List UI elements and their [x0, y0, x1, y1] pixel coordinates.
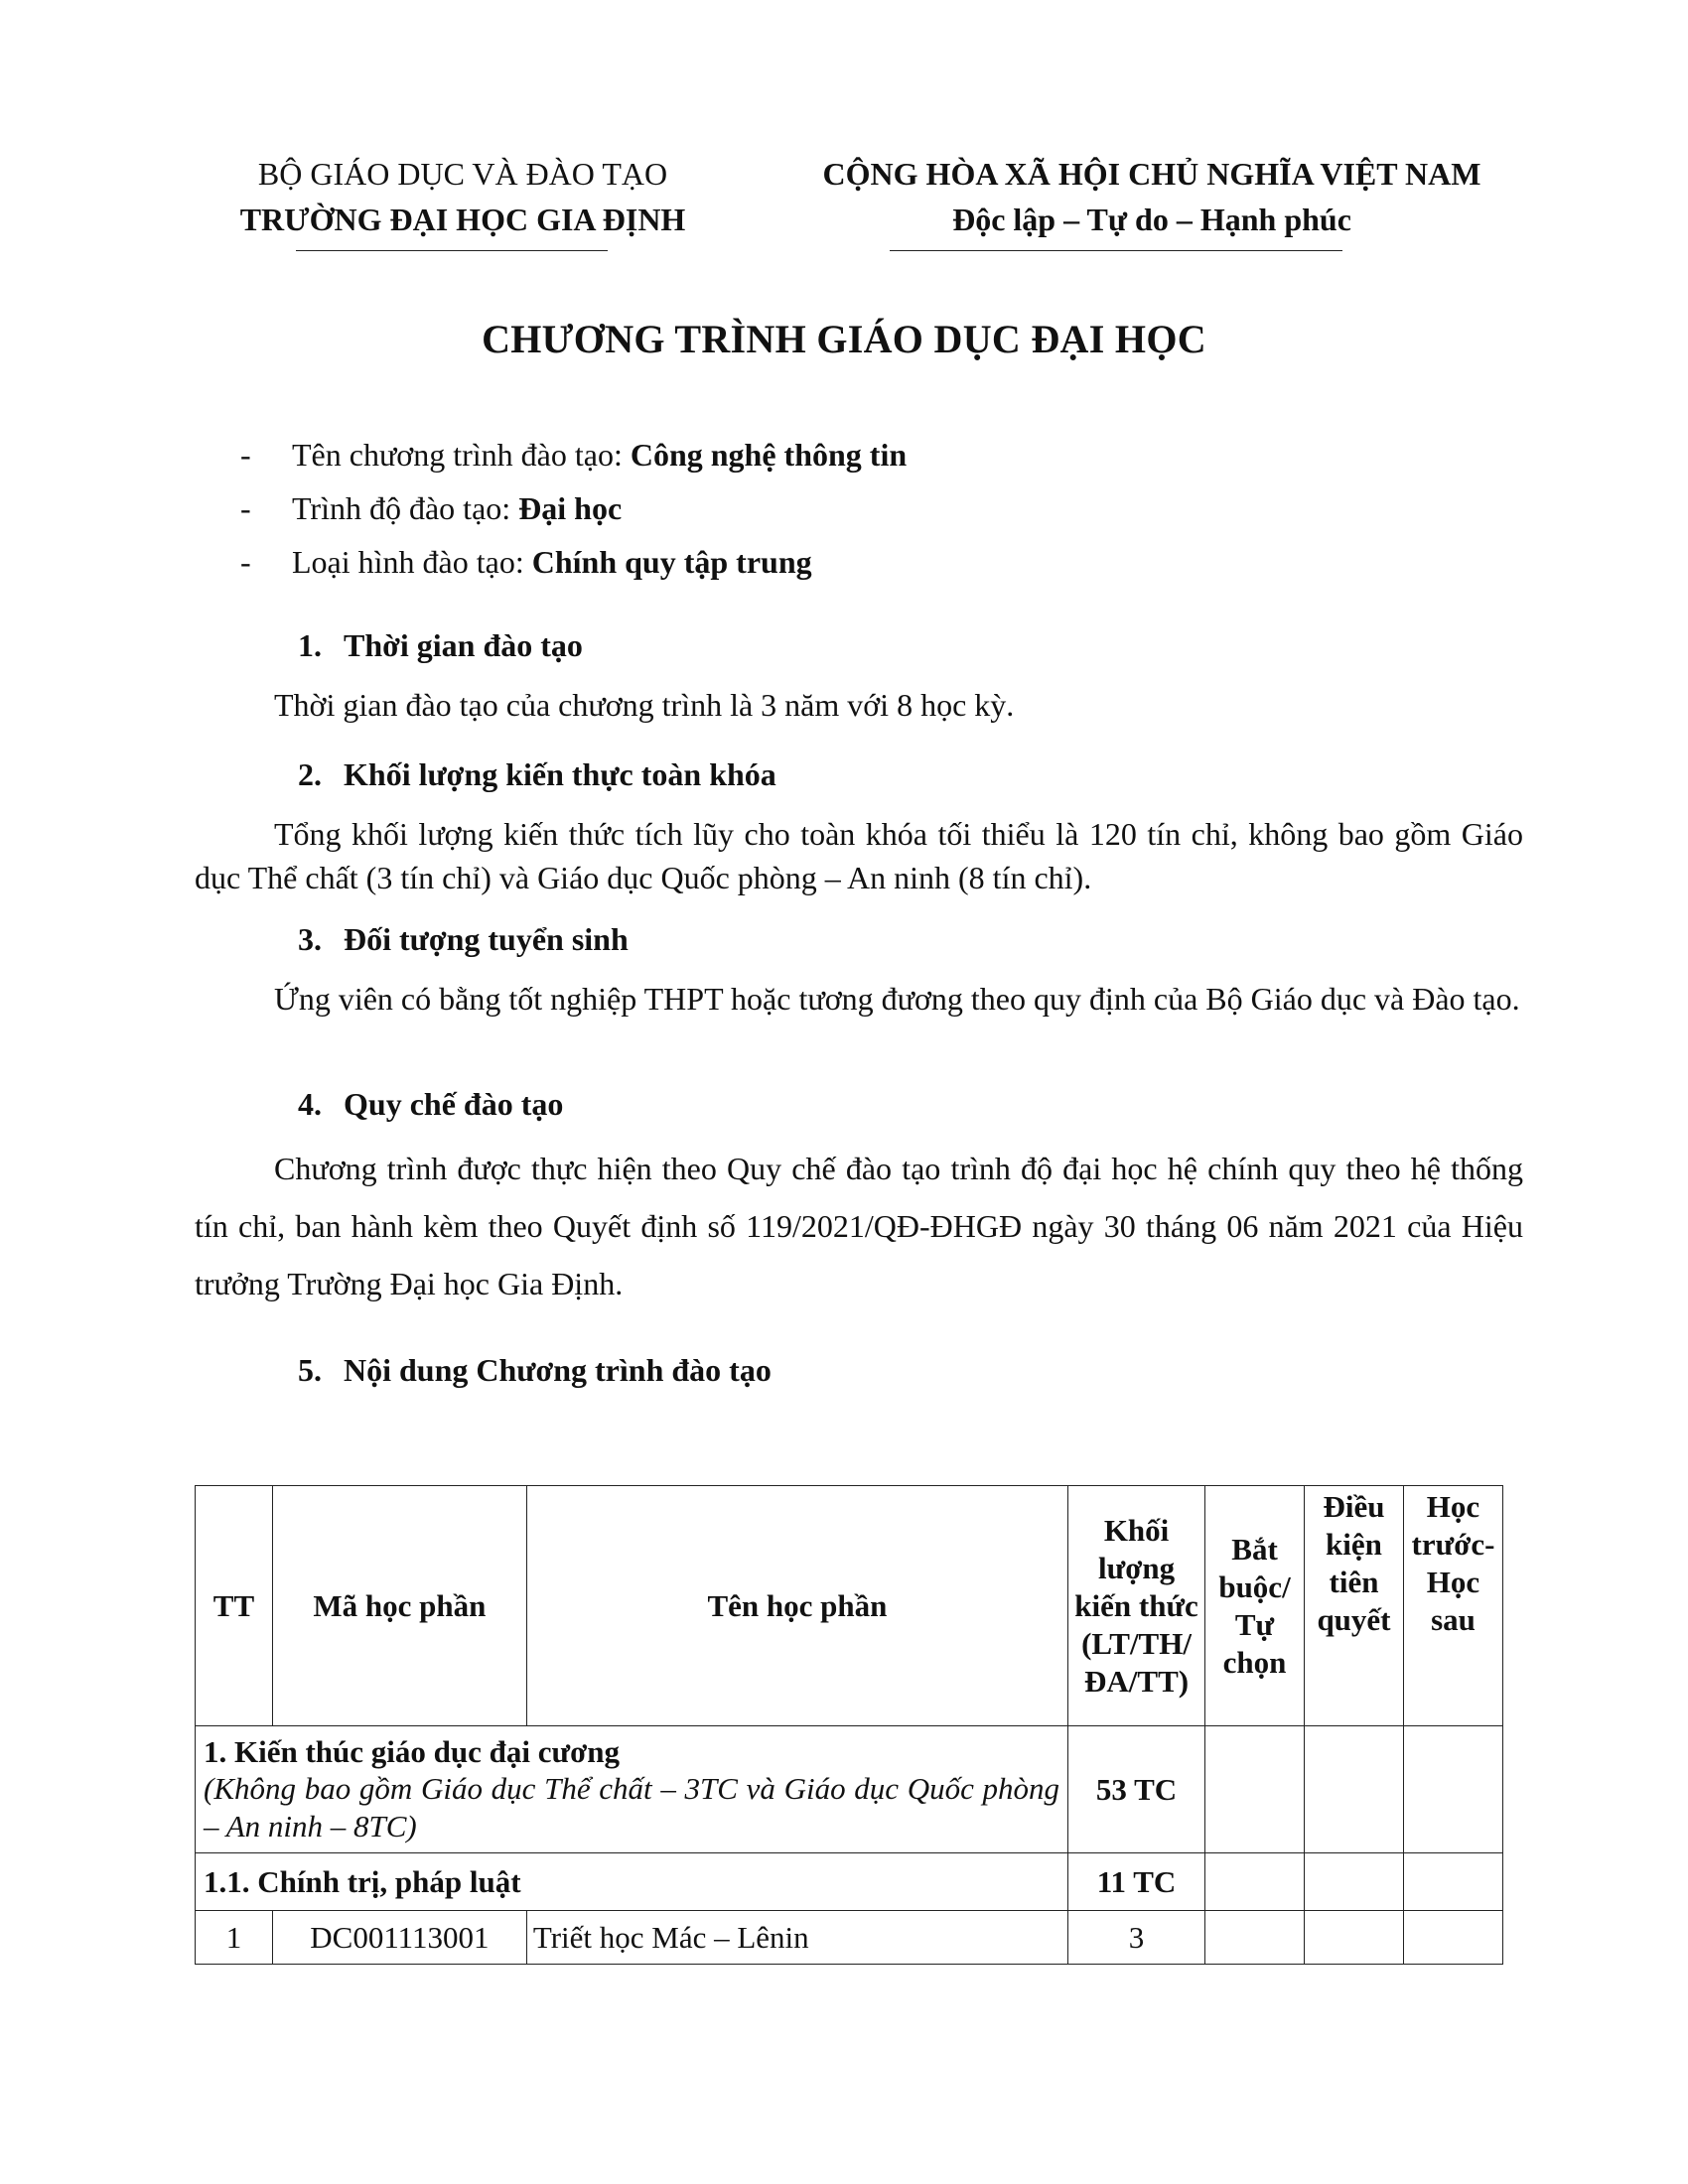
subcategory-row — [196, 1853, 1503, 1911]
info-label: Loại hình đào tạo: — [292, 544, 532, 580]
header-mandatory: Bắt buộc/ Tự chọn — [1205, 1486, 1305, 1726]
table-header-row — [196, 1486, 1503, 1726]
section-number: 2. — [298, 756, 322, 792]
section-title: Thời gian đào tạo — [344, 627, 583, 663]
header-prereq: Điều kiện tiên quyết — [1305, 1486, 1404, 1726]
row-prereq — [1305, 1911, 1404, 1965]
header-code: Mã học phần — [272, 1486, 526, 1726]
subcategory-credits: 11 TC — [1068, 1853, 1205, 1911]
header-order: Học trước- Học sau — [1403, 1486, 1502, 1726]
row-order — [1403, 1911, 1502, 1965]
info-dash: - — [240, 437, 251, 473]
university-name: TRƯỜNG ĐẠI HỌC GIA ĐỊNH — [239, 202, 686, 237]
category-row — [196, 1726, 1503, 1853]
row-code: DC001113001 — [272, 1911, 526, 1965]
info-item-level — [240, 488, 622, 528]
subcategory-title: 1.1. Chính trị, pháp luật — [196, 1853, 1068, 1911]
section-number: 1. — [298, 627, 322, 663]
curriculum-table — [195, 1485, 1503, 1965]
ministry-name: BỘ GIÁO DỤC VÀ ĐÀO TẠO — [257, 156, 668, 192]
row-mandatory — [1205, 1911, 1305, 1965]
header-name: Tên học phần — [526, 1486, 1067, 1726]
info-dash: - — [240, 544, 251, 580]
info-value: Đại học — [518, 490, 623, 526]
table-row — [196, 1911, 1503, 1965]
section-text-volume: Tổng khối lượng kiến thức tích lũy cho toàn khóa tối thiểu là 120 tín chỉ, không bao gồm Giáo dục Thể chất (3 tín chỉ) và Giáo dục Quốc phòng – An ninh (8 tín chỉ). — [195, 816, 1523, 895]
section-text-regulation: Chương trình được thực hiện theo Quy chế đào tạo trình độ đại học hệ chính quy theo hệ thống tín chỉ, ban hành kèm theo Quyết định số 119/2021/QĐ-ĐHGĐ ngày 30 tháng 06 năm 2021 của Hiệu trưởng Trường Đại học Gia Định. — [195, 1151, 1523, 1301]
section-title: Đối tượng tuyển sinh — [344, 921, 629, 957]
empty-cell — [1305, 1726, 1404, 1853]
empty-cell — [1305, 1853, 1404, 1911]
national-motto: Độc lập – Tự do – Hạnh phúc — [952, 202, 1351, 237]
header-load: Khối lượng kiến thức (LT/TH/ ĐA/TT) — [1068, 1486, 1205, 1726]
section-number: 4. — [298, 1086, 322, 1122]
document-title: CHƯƠNG TRÌNH GIÁO DỤC ĐẠI HỌC — [482, 317, 1206, 361]
category-credits: 53 TC — [1068, 1726, 1205, 1853]
empty-cell — [1205, 1726, 1305, 1853]
empty-cell — [1403, 1853, 1502, 1911]
section-heading-regulation — [298, 1086, 563, 1123]
section-text-duration: Thời gian đào tạo của chương trình là 3 năm với 8 học kỳ. — [274, 687, 1015, 723]
university-underline — [296, 250, 608, 251]
row-tt: 1 — [196, 1911, 273, 1965]
info-label: Tên chương trình đào tạo: — [292, 437, 631, 473]
empty-cell — [1403, 1726, 1502, 1853]
section-heading-duration — [298, 627, 583, 664]
category-note: (Không bao gồm Giáo dục Thể chất – 3TC và Giáo dục Quốc phòng – An ninh – 8TC) — [204, 1770, 1060, 1843]
section-title: Quy chế đào tạo — [344, 1086, 564, 1122]
section-heading-content — [298, 1352, 772, 1389]
empty-cell — [1205, 1853, 1305, 1911]
info-value: Công nghệ thông tin — [630, 437, 908, 473]
row-credits: 3 — [1068, 1911, 1205, 1965]
section-number: 5. — [298, 1352, 322, 1388]
section-number: 3. — [298, 921, 322, 957]
info-label: Trình độ đào tạo: — [292, 490, 519, 526]
row-name: Triết học Mác – Lênin — [526, 1911, 1067, 1965]
header-tt: TT — [196, 1486, 273, 1726]
section-heading-admission — [298, 921, 629, 958]
info-item-type — [240, 542, 812, 582]
motto-underline — [890, 250, 1342, 251]
category-cell — [196, 1726, 1068, 1853]
section-heading-volume — [298, 756, 776, 793]
section-title: Nội dung Chương trình đào tạo — [344, 1352, 772, 1388]
info-value: Chính quy tập trung — [531, 544, 812, 580]
section-title: Khối lượng kiến thực toàn khóa — [344, 756, 776, 792]
info-item-program — [240, 435, 907, 475]
section-text-admission: Ứng viên có bằng tốt nghiệp THPT hoặc tương đương theo quy định của Bộ Giáo dục và Đào tạo. — [274, 981, 1520, 1017]
republic-name: CỘNG HÒA XÃ HỘI CHỦ NGHĨA VIỆT NAM — [822, 156, 1481, 192]
info-dash: - — [240, 490, 251, 526]
category-title: 1. Kiến thúc giáo dục đại cương — [204, 1733, 621, 1769]
